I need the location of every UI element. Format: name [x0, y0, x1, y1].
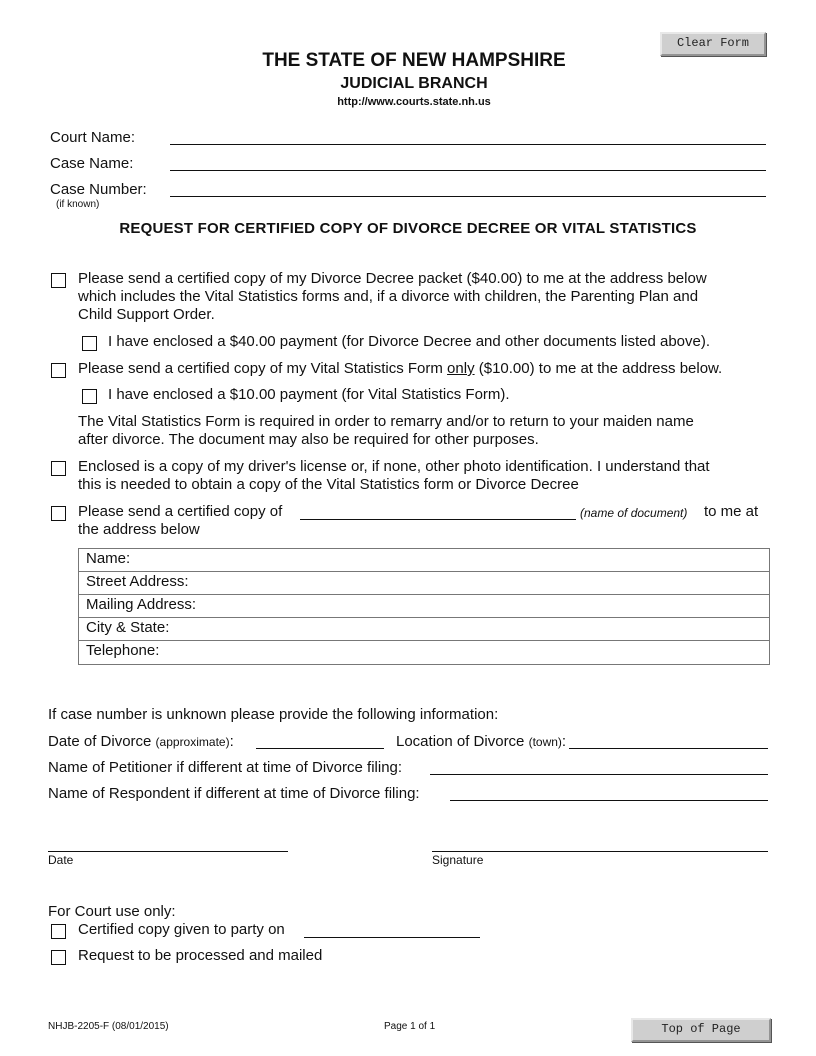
signature-field[interactable] — [432, 851, 768, 852]
license-text: Enclosed is a copy of my driver's license or, if none, other photo identification. I understand that this is needed to obtain a copy of the Vital Statistics form or Divorce Decree — [78, 458, 710, 493]
other-document-text-end: to me at — [704, 503, 759, 520]
petitioner-label: Name of Petitioner if different at time of Divorce filing: — [48, 759, 403, 776]
payment-40-checkbox[interactable] — [82, 336, 97, 351]
case-number-label: Case Number: — [50, 181, 147, 198]
vital-statistics-text: Please send a certified copy of my Vital Statistics Form only ($10.00) to me at the address below. — [78, 360, 723, 377]
petitioner-field[interactable] — [430, 774, 768, 775]
page-number: Page 1 of 1 — [384, 1021, 436, 1032]
signature-label: Signature — [432, 853, 484, 867]
court-use-title: For Court use only: — [48, 903, 176, 920]
address-table — [78, 548, 770, 665]
page-title: THE STATE OF NEW HAMPSHIRE — [262, 50, 566, 71]
other-document-text-l2: the address below — [78, 521, 200, 538]
respondent-field[interactable] — [450, 800, 768, 801]
address-city-state-field[interactable]: City & State: — [79, 618, 769, 641]
court-url: http://www.courts.state.nh.us — [337, 96, 491, 108]
payment-10-checkbox[interactable] — [82, 389, 97, 404]
location-of-divorce-label: Location of Divorce (town): — [396, 733, 567, 750]
divorce-decree-checkbox[interactable] — [51, 273, 66, 288]
copy-given-checkbox[interactable] — [51, 924, 66, 939]
case-name-field[interactable] — [170, 170, 766, 171]
case-name-label: Case Name: — [50, 155, 134, 172]
payment-10-text: I have enclosed a $10.00 payment (for Vital Statistics Form). — [108, 386, 510, 403]
vital-statistics-checkbox[interactable] — [51, 363, 66, 378]
copy-given-date-field[interactable] — [304, 937, 480, 938]
date-of-divorce-label: Date of Divorce (approximate): — [48, 733, 234, 750]
payment-40-text: I have enclosed a $40.00 payment (for Divorce Decree and other documents listed above). — [108, 333, 711, 350]
court-name-label: Court Name: — [50, 129, 136, 146]
processed-mailed-checkbox[interactable] — [51, 950, 66, 965]
copy-given-text: Certified copy given to party on — [78, 921, 285, 938]
address-name-field[interactable]: Name: — [79, 549, 769, 572]
respondent-label: Name of Respondent if different at time of Divorce filing: — [48, 785, 420, 802]
location-of-divorce-field[interactable] — [569, 748, 768, 749]
if-known-note: (if known) — [56, 199, 100, 210]
clear-form-button[interactable]: Clear Form — [660, 32, 766, 56]
address-telephone-field[interactable]: Telephone: — [86, 642, 160, 659]
unknown-case-intro: If case number is unknown please provide the following information: — [48, 706, 499, 723]
other-document-checkbox[interactable] — [51, 506, 66, 521]
date-of-divorce-field[interactable] — [256, 748, 384, 749]
other-document-text: Please send a certified copy of — [78, 503, 283, 520]
page-subtitle: JUDICIAL BRANCH — [340, 75, 488, 92]
other-document-hint: (name of document) — [580, 506, 688, 520]
form-id: NHJB-2205-F (08/01/2015) — [48, 1021, 169, 1032]
date-signature-label: Date — [48, 853, 74, 867]
divorce-decree-text: Please send a certified copy of my Divorce Decree packet ($40.00) to me at the address below which includes the Vital Statistics forms and, if a divorce with children, the Parenting Plan and Child Support Order. — [78, 270, 707, 323]
license-checkbox[interactable] — [51, 461, 66, 476]
address-mailing-field[interactable]: Mailing Address: — [79, 595, 769, 618]
court-name-field[interactable] — [170, 144, 766, 145]
other-document-field[interactable] — [300, 519, 576, 520]
form-title: REQUEST FOR CERTIFIED COPY OF DIVORCE DECREE OR VITAL STATISTICS — [119, 220, 697, 237]
top-of-page-button[interactable]: Top of Page — [631, 1018, 771, 1042]
case-number-field[interactable] — [170, 196, 766, 197]
address-street-field[interactable]: Street Address: — [79, 572, 769, 595]
date-signature-field[interactable] — [48, 851, 288, 852]
processed-mailed-text: Request to be processed and mailed — [78, 947, 323, 964]
vital-statistics-note: The Vital Statistics Form is required in order to remarry and/or to return to your maiden name after divorce. The document may also be required for other purposes. — [78, 413, 694, 448]
